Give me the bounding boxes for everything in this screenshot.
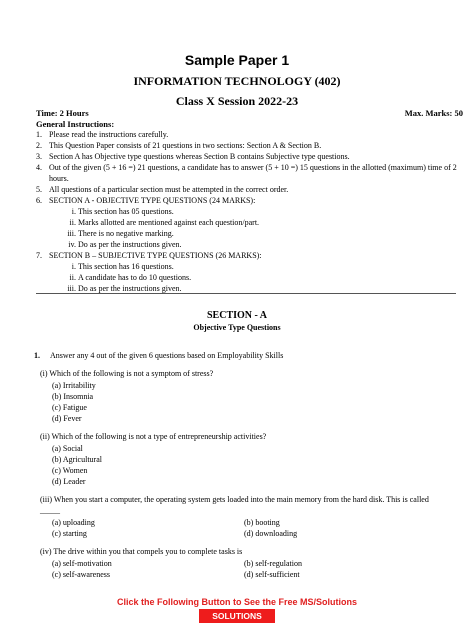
instruction-subitem xyxy=(36,217,463,228)
instruction-subitem xyxy=(36,206,463,217)
subitem-number: i. xyxy=(71,262,76,271)
option-item: (b) Insomnia xyxy=(52,392,94,401)
instruction-subitem xyxy=(36,239,463,250)
instruction-item xyxy=(36,250,463,261)
section-divider xyxy=(36,293,456,294)
subquestion-text: (iii) When you start a computer, the operating system gets loaded into the main memory from the hard disk. This is called _____ xyxy=(40,495,429,515)
option-item: (b) booting xyxy=(244,518,280,527)
subitem-text: A candidate has to do 10 questions. xyxy=(78,273,192,282)
option-item: (c) Fatigue xyxy=(52,403,87,412)
subitem-number: iii. xyxy=(67,284,76,293)
max-marks-label: Max. Marks: 50 xyxy=(404,108,463,118)
instruction-number: 7. xyxy=(36,251,42,260)
option-item: (b) self-regulation xyxy=(244,559,302,568)
option-item: (a) self-motivation xyxy=(52,559,112,568)
subitem-text: Do as per the instructions given. xyxy=(78,284,182,293)
instruction-subitem xyxy=(36,272,463,283)
subitem-text: This section has 16 questions. xyxy=(78,262,174,271)
option-item: (d) Leader xyxy=(52,477,86,486)
question-1 xyxy=(30,350,450,361)
instruction-text: Please read the instructions carefully. xyxy=(49,130,169,139)
subquestion-text: (i) Which of the following is not a symptom of stress? xyxy=(40,369,214,378)
instruction-text: Out of the given (5 + 16 =) 21 questions, a candidate has to answer (5 + 10 =) 15 questions in the allotted (maximum) time of 2 hours. xyxy=(49,163,457,183)
subitem-text: There is no negative marking. xyxy=(78,229,174,238)
instruction-item xyxy=(36,129,463,140)
instruction-number: 6. xyxy=(36,196,42,205)
instruction-text: SECTION B – SUBJECTIVE TYPE QUESTIONS (26 MARKS): xyxy=(49,251,262,260)
general-instructions-list xyxy=(36,129,463,294)
option-row xyxy=(52,558,450,569)
section-a-title: SECTION - A xyxy=(206,310,267,321)
instruction-item xyxy=(36,151,463,162)
question-list xyxy=(30,350,450,580)
subitem-text: This section has 05 questions. xyxy=(78,207,174,216)
instruction-item xyxy=(36,195,463,206)
instruction-subitem xyxy=(36,228,463,239)
option-item: (c) starting xyxy=(52,529,87,538)
subquestion-text: (ii) Which of the following is not a type of entrepreneurship activities? xyxy=(40,432,267,441)
instruction-text: All questions of a particular section must be attempted in the correct order. xyxy=(49,185,289,194)
instruction-subitem xyxy=(36,261,463,272)
option-item: (a) Irritability xyxy=(52,381,96,390)
time-label: Time: 2 Hours xyxy=(36,108,89,118)
subquestion-iii xyxy=(30,494,450,539)
option-item: (d) Fever xyxy=(52,414,82,423)
option-item: (d) self-sufficient xyxy=(244,570,300,579)
option-row xyxy=(52,517,450,528)
subitem-text: Marks allotted are mentioned against each question/part. xyxy=(78,218,260,227)
instruction-text: SECTION A - OBJECTIVE TYPE QUESTIONS (24 MARKS): xyxy=(49,196,256,205)
option-list xyxy=(40,443,450,487)
subquestion-text: (iv) The drive within you that compels you to complete tasks is xyxy=(40,547,243,556)
subitem-number: ii. xyxy=(69,273,76,282)
option-list xyxy=(40,380,450,424)
subitem-number: iv. xyxy=(68,240,76,249)
solutions-cta-text: Click the Following Button to See the Free MS/Solutions xyxy=(116,597,357,607)
option-item: (c) Women xyxy=(52,466,88,475)
instruction-number: 3. xyxy=(36,152,42,161)
instruction-item xyxy=(36,184,463,195)
subitem-number: i. xyxy=(71,207,76,216)
subitem-text: Do as per the instructions given. xyxy=(78,240,182,249)
question-text: Answer any 4 out of the given 6 questions based on Employability Skills xyxy=(50,351,284,360)
subquestion-ii xyxy=(30,431,450,487)
question-number: 1. xyxy=(34,351,40,360)
instruction-text: This Question Paper consists of 21 questions in two sections: Section A & Section B. xyxy=(49,141,322,150)
option-item: (b) Agricultural xyxy=(52,455,102,464)
option-row xyxy=(52,569,450,580)
option-list xyxy=(40,517,450,539)
instruction-number: 1. xyxy=(36,130,42,139)
instruction-number: 2. xyxy=(36,141,42,150)
subitem-number: ii. xyxy=(69,218,76,227)
option-row xyxy=(52,528,450,539)
option-list xyxy=(40,558,450,580)
subquestion-iv xyxy=(30,546,450,580)
instruction-item xyxy=(36,140,463,151)
paper-label: Sample Paper 1 xyxy=(184,52,290,68)
instruction-number: 4. xyxy=(36,163,42,172)
instruction-item xyxy=(36,162,463,184)
general-instructions-title: General Instructions: xyxy=(36,119,115,129)
instruction-text: Section A has Objective type questions whereas Section B contains Subjective type questions. xyxy=(49,152,350,161)
section-a-subtitle: Objective Type Questions xyxy=(193,323,281,332)
option-item: (c) self-awareness xyxy=(52,570,110,579)
instruction-number: 5. xyxy=(36,185,42,194)
option-item: (a) uploading xyxy=(52,518,95,527)
subitem-number: iii. xyxy=(67,229,76,238)
option-item: (d) downloading xyxy=(244,529,298,538)
option-item: (a) Social xyxy=(52,444,83,453)
solutions-button[interactable]: SOLUTIONS xyxy=(199,609,275,623)
session-title: Class X Session 2022-23 xyxy=(175,94,299,108)
subject-title: INFORMATION TECHNOLOGY (402) xyxy=(133,74,341,88)
subquestion-i xyxy=(30,368,450,424)
